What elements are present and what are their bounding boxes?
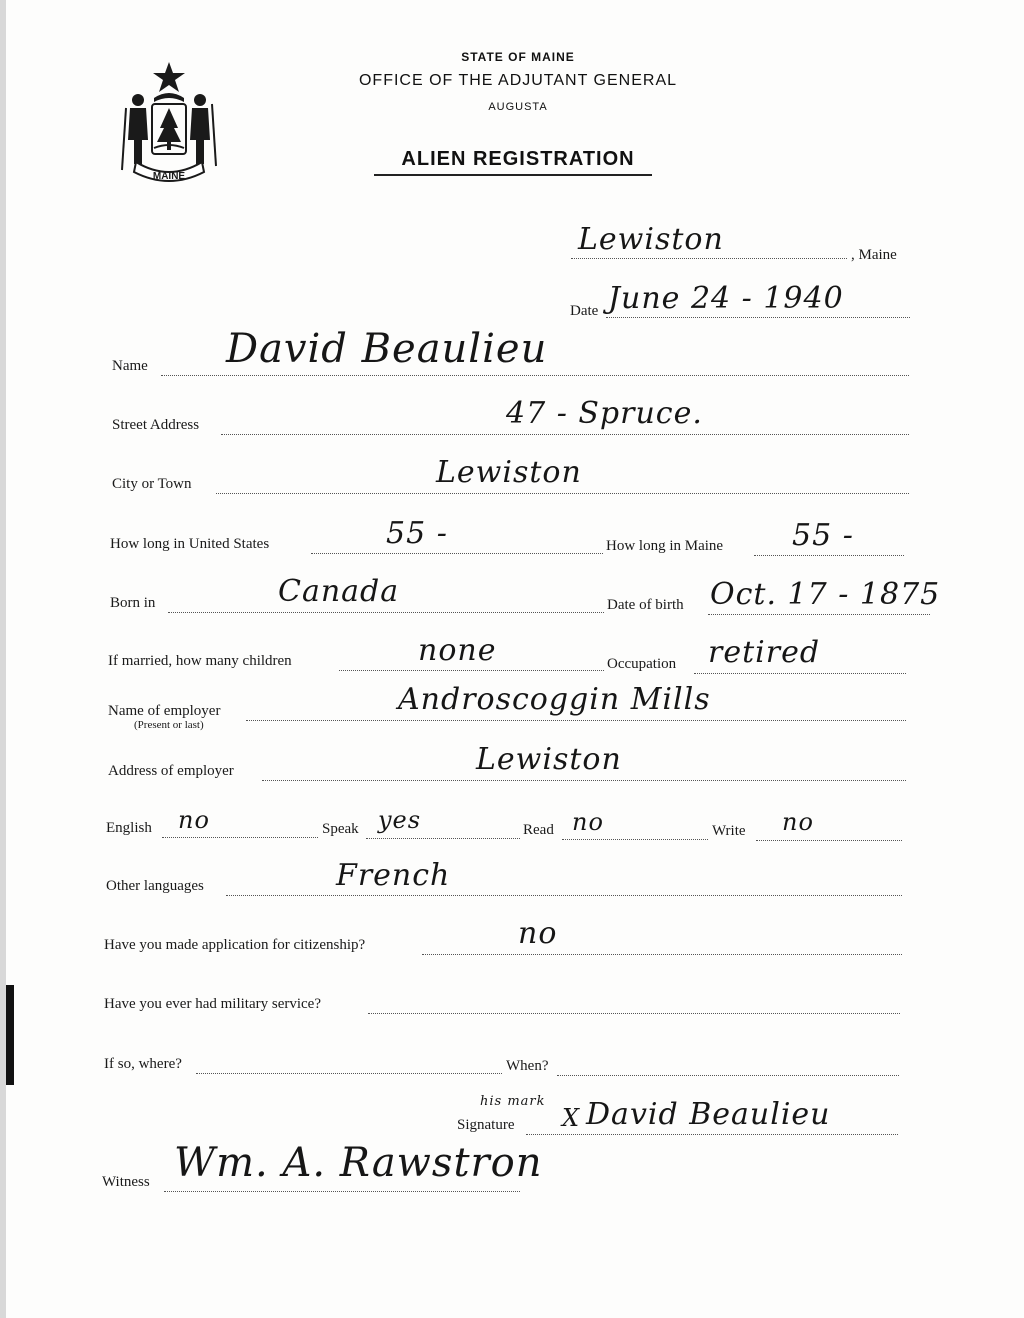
english-line — [162, 837, 318, 838]
occupation-line — [694, 673, 906, 674]
read-value: no — [572, 808, 604, 836]
name-line — [161, 375, 909, 376]
how-long-maine-label: How long in Maine — [606, 538, 724, 554]
form-title: ALIEN REGISTRATION — [401, 148, 635, 170]
name-value: David Beaulieu — [226, 326, 548, 372]
born-in-label: Born in — [110, 595, 156, 611]
how-long-us-line — [311, 553, 603, 554]
witness-label: Witness — [102, 1174, 150, 1190]
write-line — [756, 840, 902, 841]
signature-line — [526, 1134, 898, 1135]
employer-address-line — [262, 780, 906, 781]
citizenship-label: Have you made application for citizenship? — [104, 937, 366, 953]
read-label: Read — [523, 822, 554, 838]
signature-label: Signature — [457, 1117, 515, 1133]
header-office: OFFICE OF THE ADJUTANT GENERAL — [358, 72, 678, 89]
children-line — [339, 670, 604, 671]
how-long-maine-line — [754, 555, 904, 556]
when-label: When? — [506, 1058, 549, 1074]
name-label: Name — [112, 358, 148, 374]
employer-address-label: Address of employer — [108, 763, 234, 779]
street-address-line — [221, 434, 909, 435]
citizenship-value: no — [518, 916, 558, 951]
employer-name-sublabel: (Present or last) — [134, 719, 204, 731]
employer-address-value: Lewiston — [476, 742, 622, 777]
city-line — [216, 493, 909, 494]
other-languages-line — [226, 895, 902, 896]
street-address-label: Street Address — [112, 417, 200, 433]
speak-value: yes — [378, 806, 422, 834]
employer-name-line — [246, 720, 906, 721]
date-value: June 24 - 1940 — [608, 281, 844, 316]
how-long-us-value: 55 - — [386, 516, 448, 551]
write-value: no — [782, 808, 814, 836]
citizenship-line — [422, 954, 902, 955]
if-so-where-line — [196, 1073, 502, 1074]
how-long-maine-value: 55 - — [792, 518, 854, 553]
date-line — [606, 317, 910, 318]
employer-name-value: Androscoggin Mills — [398, 682, 711, 717]
witness-value: Wm. A. Rawstron — [174, 1140, 543, 1186]
born-in-line — [168, 612, 604, 613]
title-underline — [374, 174, 652, 176]
born-in-value: Canada — [278, 574, 400, 609]
city-label: City or Town — [112, 476, 192, 492]
occupation-label: Occupation — [607, 656, 677, 672]
other-languages-value: French — [336, 858, 451, 893]
date-of-birth-label: Date of birth — [607, 597, 684, 613]
english-label: English — [106, 820, 152, 836]
occupation-value: retired — [708, 635, 821, 670]
other-languages-label: Other languages — [106, 878, 204, 894]
employer-name-label: Name of employer — [108, 703, 221, 719]
header-city: AUGUSTA — [488, 101, 548, 113]
children-value: none — [418, 633, 497, 668]
place-line — [571, 258, 847, 259]
date-of-birth-line — [708, 614, 930, 615]
read-line — [562, 839, 708, 840]
how-long-us-label: How long in United States — [110, 536, 270, 552]
military-service-label: Have you ever had military service? — [104, 996, 321, 1012]
military-service-line — [368, 1013, 900, 1014]
speak-line — [366, 838, 520, 839]
city-value: Lewiston — [436, 455, 582, 490]
date-label: Date — [570, 303, 599, 319]
witness-line — [164, 1191, 520, 1192]
seal-banner-text: MAINE — [152, 171, 186, 182]
date-of-birth-value: Oct. 17 - 1875 — [710, 577, 941, 612]
place-value: Lewiston — [578, 222, 724, 257]
signature-mark-note: his mark — [480, 1094, 546, 1109]
signature-mark: X — [562, 1104, 581, 1132]
street-address-value: 47 - Spruce. — [506, 396, 703, 431]
place-suffix: , Maine — [851, 247, 897, 263]
scan-edge-mark — [6, 985, 14, 1085]
children-label: If married, how many children — [108, 653, 292, 669]
english-value: no — [178, 806, 210, 834]
speak-label: Speak — [322, 821, 359, 837]
header-state: STATE OF MAINE — [461, 50, 575, 64]
write-label: Write — [712, 823, 746, 839]
when-line — [557, 1075, 899, 1076]
if-so-where-label: If so, where? — [104, 1056, 182, 1072]
signature-value: David Beaulieu — [586, 1097, 831, 1132]
